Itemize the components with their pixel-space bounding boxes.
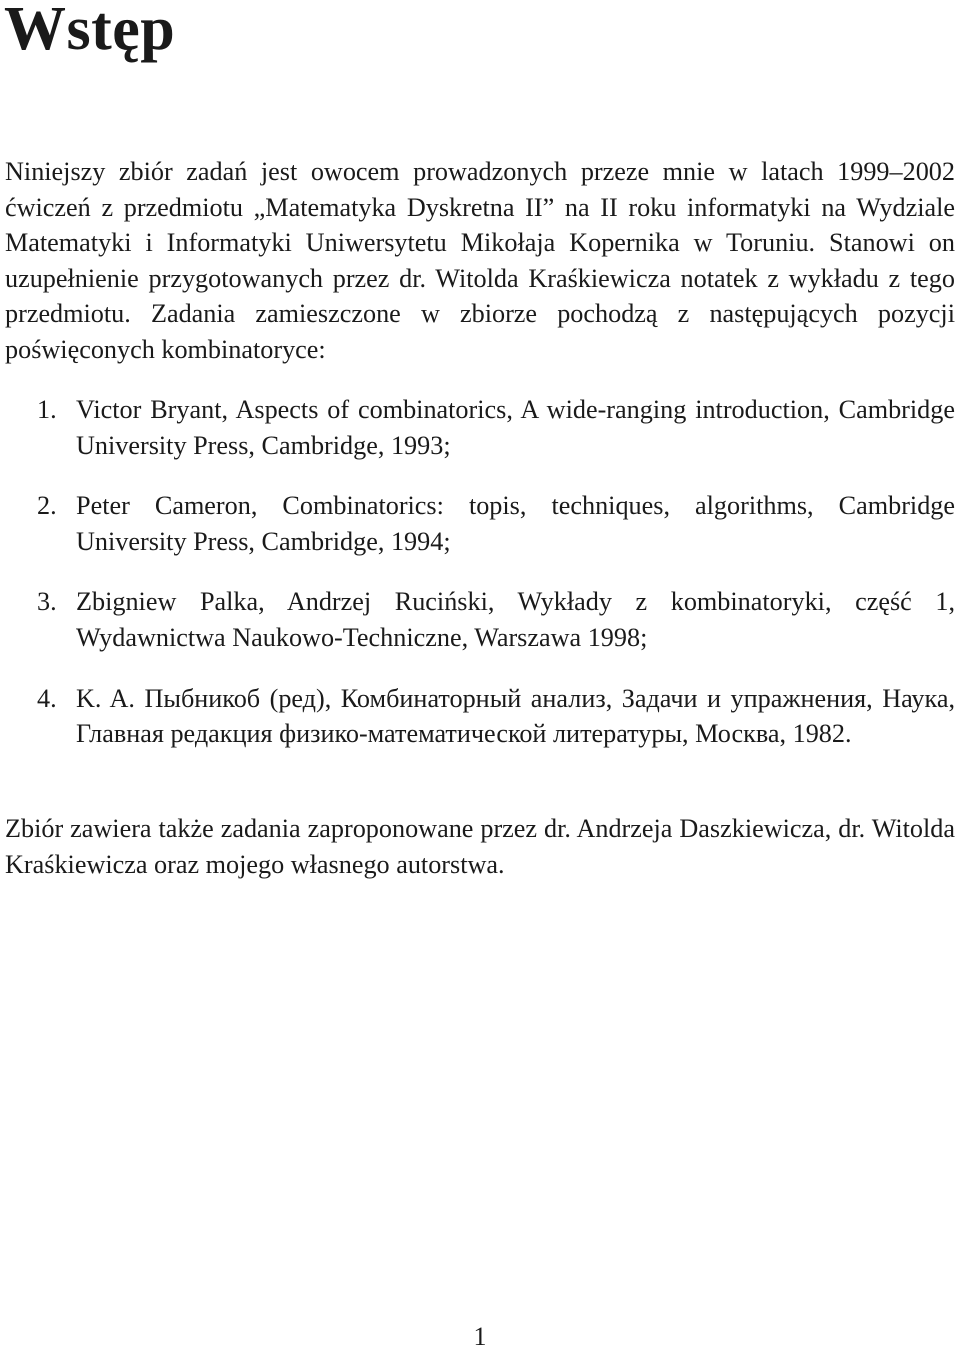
chapter-title: Wstęp xyxy=(4,0,176,63)
closing-paragraph: Zbiór zawiera także zadania zaproponowane przez dr. Andrzeja Daszkiewicza, dr. Witolda Kraśkiewicza oraz mojego własnego autorstwa. xyxy=(5,814,955,879)
reference-text: Peter Cameron, Combinatorics: topis, techniques, algorithms, Cambridge University Press, Cambridge, 1994; xyxy=(76,491,955,556)
reference-number: 3. xyxy=(37,587,57,617)
reference-item xyxy=(5,488,955,559)
reference-number: 1. xyxy=(37,395,57,424)
reference-item xyxy=(5,681,955,752)
reference-number: 2. xyxy=(37,491,57,521)
reference-text: Zbigniew Palka, Andrzej Ruciński, Wykłady z kombinatoryki, część 1, Wydawnictwa Naukowo-Techniczne, Warszawa 1998; xyxy=(76,587,955,652)
reference-list xyxy=(5,392,955,752)
reference-item xyxy=(5,392,955,463)
intro-paragraph: Niniejszy zbiór zadań jest owocem prowadzonych przeze mnie w latach 1999–2002 ćwiczeń z przedmiotu „Matematyka Dyskretna II” na II roku informatyki na Wydziale Matematyki i Informatyki Uniwersytetu Mikołaja Kopernika w Toruniu. Stanowi on uzupełnienie przygotowanych przez dr. Witolda Kraśkiewicza notatek z wykładu z tego przedmiotu. Zadania zamieszczone w zbiorze pochodzą z następujących pozycji poświęconych kombinatoryce: xyxy=(5,157,955,364)
reference-number: 4. xyxy=(37,683,57,713)
reference-item xyxy=(5,584,955,655)
reference-text: Victor Bryant, Aspects of combinatorics, A wide-ranging introduction, Cambridge University Press, Cambridge, 1993; xyxy=(76,395,955,460)
reference-text: K. A. Пыбникоб (ред), Комбинаторный анализ, Задачи и упражнения, Наука, Главная редакция физико-математической литературы, Москва, 1982. xyxy=(76,683,955,749)
page-number: 1 xyxy=(473,1322,487,1351)
